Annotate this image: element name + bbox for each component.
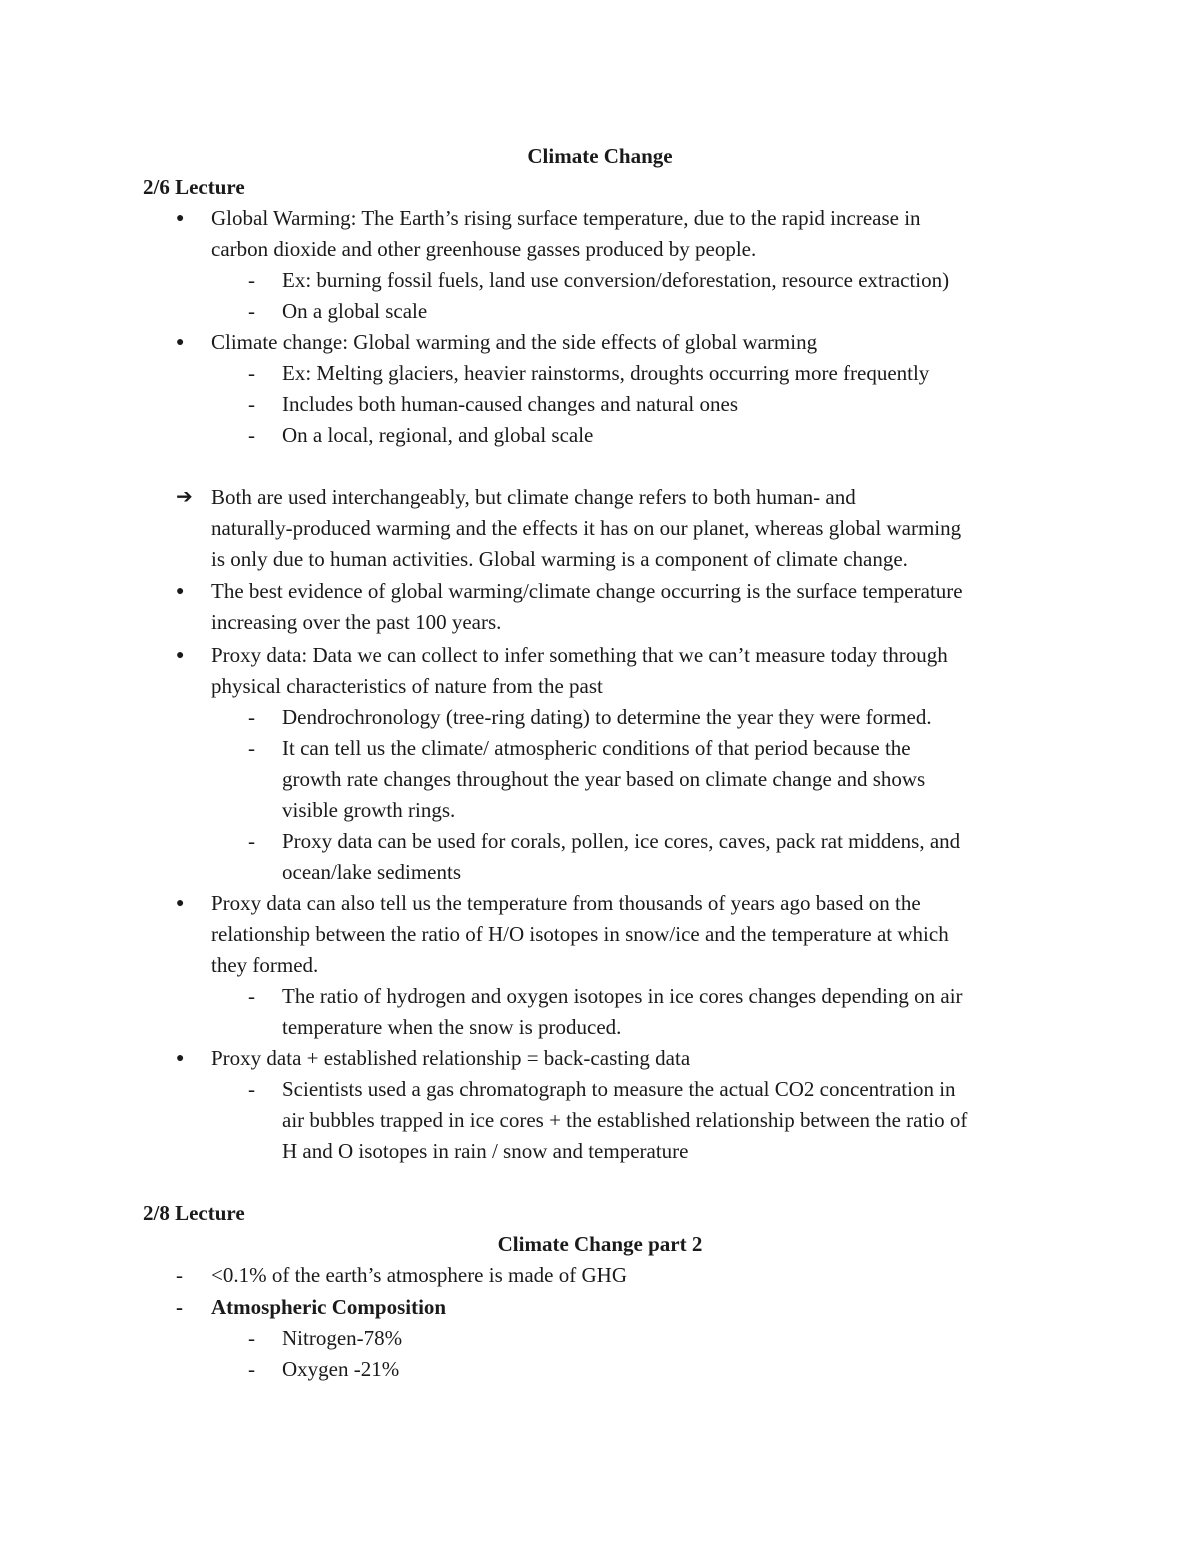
- bullet-icon: ●: [176, 1051, 185, 1066]
- dash-marker: -: [248, 736, 255, 760]
- bullet-icon: ●: [176, 335, 185, 350]
- bullet-icon: ●: [176, 896, 185, 911]
- arrow-icon: ➔: [176, 486, 193, 508]
- bullet-icon: ●: [176, 211, 185, 226]
- dash-marker: -: [248, 299, 255, 323]
- proxy-sub-3-line-1: Proxy data can be used for corals, pollen, ice cores, caves, pack rat middens, and: [282, 829, 961, 853]
- global-warming-line-1: Global Warming: The Earth’s rising surface temperature, due to the rapid increase in: [211, 206, 921, 230]
- evidence-line-2: increasing over the past 100 years.: [211, 610, 502, 634]
- nitrogen-item: Nitrogen-78%: [282, 1326, 403, 1350]
- proxy-sub-2-line-3: visible growth rings.: [282, 798, 456, 822]
- comparison-line-2: naturally-produced warming and the effects it has on our planet, whereas global warming: [211, 516, 962, 540]
- proxy2-sub-1-line-2: temperature when the snow is produced.: [282, 1015, 622, 1039]
- lecture-heading-2-8: 2/8 Lecture: [143, 1201, 245, 1225]
- proxy2-line-2: relationship between the ratio of H/O isotopes in snow/ice and the temperature at which: [211, 922, 949, 946]
- section-title: Climate Change part 2: [497, 1232, 703, 1256]
- climate-change-sub-3: On a local, regional, and global scale: [282, 423, 594, 447]
- comparison-line-3: is only due to human activities. Global warming is a component of climate change.: [211, 547, 908, 571]
- document-title: Climate Change: [527, 144, 673, 168]
- dash-marker: -: [248, 361, 255, 385]
- proxy-line-1: Proxy data: Data we can collect to infer something that we can’t measure today through: [211, 643, 948, 667]
- backcast-sub-1-line-3: H and O isotopes in rain / snow and temperature: [282, 1139, 689, 1163]
- bullet-icon: ●: [176, 584, 185, 599]
- ghg-fact: <0.1% of the earth’s atmosphere is made of GHG: [211, 1263, 627, 1287]
- global-warming-sub-2: On a global scale: [282, 299, 428, 323]
- dash-marker: -: [248, 268, 255, 292]
- global-warming-sub-1: Ex: burning fossil fuels, land use conversion/deforestation, resource extraction): [282, 268, 950, 292]
- dash-marker: -: [248, 423, 255, 447]
- dash-marker: -: [248, 705, 255, 729]
- proxy-sub-2-line-1: It can tell us the climate/ atmospheric conditions of that period because the: [282, 736, 911, 760]
- global-warming-line-2: carbon dioxide and other greenhouse gasses produced by people.: [211, 237, 757, 261]
- dash-marker: -: [248, 984, 255, 1008]
- proxy-sub-1: Dendrochronology (tree-ring dating) to determine the year they were formed.: [282, 705, 932, 729]
- evidence-line-1: The best evidence of global warming/climate change occurring is the surface temperature: [211, 579, 963, 603]
- dash-marker: -: [176, 1295, 183, 1319]
- comparison-line-1: Both are used interchangeably, but climate change refers to both human- and: [211, 485, 856, 509]
- climate-change-sub-2: Includes both human-caused changes and natural ones: [282, 392, 739, 416]
- dash-marker: -: [248, 829, 255, 853]
- dash-marker: -: [176, 1263, 183, 1287]
- dash-marker: -: [248, 1357, 255, 1381]
- proxy2-line-1: Proxy data can also tell us the temperature from thousands of years ago based on the: [211, 891, 921, 915]
- backcast-sub-1-line-1: Scientists used a gas chromatograph to measure the actual CO2 concentration in: [282, 1077, 956, 1101]
- lecture-heading-2-6: 2/6 Lecture: [143, 175, 245, 199]
- dash-marker: -: [248, 392, 255, 416]
- bullet-icon: ●: [176, 648, 185, 663]
- dash-marker: -: [248, 1326, 255, 1350]
- dash-marker: -: [248, 1077, 255, 1101]
- atmospheric-composition-heading: Atmospheric Composition: [211, 1295, 447, 1319]
- backcast-line-1: Proxy data + established relationship = back-casting data: [211, 1046, 691, 1070]
- climate-change-sub-1: Ex: Melting glaciers, heavier rainstorms, droughts occurring more frequently: [282, 361, 930, 385]
- proxy-line-2: physical characteristics of nature from the past: [211, 674, 603, 698]
- backcast-sub-1-line-2: air bubbles trapped in ice cores + the established relationship between the ratio of: [282, 1108, 968, 1132]
- proxy-sub-2-line-2: growth rate changes throughout the year based on climate change and shows: [282, 767, 926, 791]
- oxygen-item: Oxygen -21%: [282, 1357, 400, 1381]
- proxy-sub-3-line-2: ocean/lake sediments: [282, 860, 462, 884]
- climate-change-line-1: Climate change: Global warming and the side effects of global warming: [211, 330, 818, 354]
- proxy2-sub-1-line-1: The ratio of hydrogen and oxygen isotopes in ice cores changes depending on air: [282, 984, 963, 1008]
- proxy2-line-3: they formed.: [211, 953, 319, 977]
